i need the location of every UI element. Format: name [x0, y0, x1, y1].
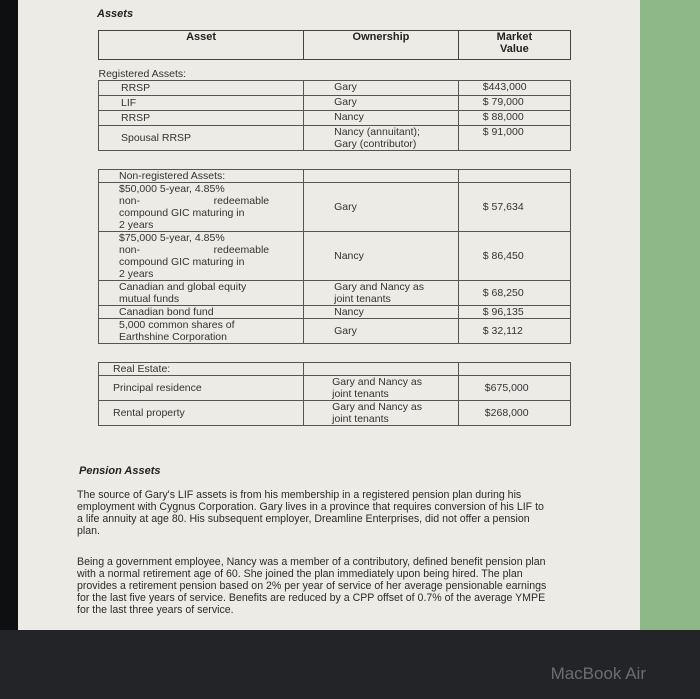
header-asset: Asset — [99, 31, 304, 60]
pension-heading: Pension Assets — [79, 465, 161, 477]
table-row — [99, 306, 571, 319]
pension-paragraph-nancy — [77, 556, 622, 616]
paragraph-line: plan. — [77, 525, 100, 537]
asset-cell — [99, 281, 304, 306]
pension-paragraph-gary — [77, 489, 622, 537]
asset-cell: Canadian bond fund — [99, 306, 304, 319]
owner-line: Gary and Nancy as — [332, 401, 423, 413]
value-cell: $ 68,250 — [458, 281, 570, 306]
table-row — [99, 281, 571, 306]
asset-line — [119, 195, 303, 207]
owner-cell: Gary — [304, 96, 459, 111]
header-market-value — [458, 31, 570, 60]
asset-cell — [99, 183, 304, 232]
owner-line: Gary and Nancy as — [334, 281, 425, 293]
asset-cell: Spousal RRSP — [99, 126, 304, 151]
value-cell: $ 96,135 — [458, 306, 570, 319]
paragraph-line: for the last five years of service. Benefits are reduced by a CPP offset of 0.7% of the average YMPE — [77, 592, 546, 604]
asset-cell — [99, 232, 304, 281]
asset-cell: RRSP — [99, 81, 304, 96]
owner-cell — [304, 401, 459, 426]
owner-line: Nancy (annuitant); — [334, 126, 420, 138]
registered-label-row — [99, 68, 571, 81]
owner-line: joint tenants — [332, 413, 389, 425]
paragraph-line: with a normal retirement age of 60. She joined the plan immediately upon being hired. The plan — [77, 568, 523, 580]
nonregistered-label: Non-registered Assets: — [119, 170, 226, 182]
value-cell: $675,000 — [458, 376, 570, 401]
background-edge — [638, 0, 700, 630]
paragraph-line: a life annuity at age 80. His subsequent employer, Dreamline Enterprises, did not offer a pension — [77, 513, 530, 525]
table-row — [99, 111, 571, 126]
table-row — [99, 183, 571, 232]
asset-cell: LIF — [99, 96, 304, 111]
asset-line: 5,000 common shares of — [119, 319, 235, 331]
asset-fragment: non- — [119, 195, 141, 207]
asset-line: compound GIC maturing in — [119, 207, 245, 219]
assets-heading: Assets — [97, 8, 134, 20]
realestate-label-row — [99, 363, 571, 376]
value-cell: $ 79,000 — [458, 96, 570, 111]
paragraph-line: provides a retirement pension based on 2% per year of service of her average pensionable earnings — [77, 580, 547, 592]
asset-cell: Principal residence — [99, 376, 304, 401]
table-row — [99, 126, 571, 151]
owner-cell: Gary — [304, 319, 459, 344]
asset-line: $50,000 5-year, 4.85% — [119, 183, 225, 195]
laptop-brand-label: MacBook Air — [550, 664, 646, 683]
asset-fragment: non- — [119, 244, 141, 256]
owner-cell: Nancy — [304, 111, 459, 126]
asset-fragment: redeemable — [213, 195, 270, 207]
owner-cell: Gary — [304, 81, 459, 96]
asset-line: compound GIC maturing in — [119, 256, 245, 268]
owner-cell: Gary — [304, 183, 459, 232]
table-row — [99, 232, 571, 281]
asset-line: Canadian and global equity — [119, 281, 247, 293]
registered-label: Registered Assets: — [98, 68, 187, 80]
owner-line: Gary and Nancy as — [332, 376, 423, 388]
table-row — [99, 376, 571, 401]
table-row — [99, 81, 571, 96]
paragraph-line: employment with Cygnus Corporation. Gary lives in a province that requires conversion of his LIF to — [77, 501, 544, 513]
owner-cell — [304, 376, 459, 401]
owner-line: Gary (contributor) — [334, 138, 417, 150]
owner-cell — [304, 126, 459, 151]
table-row — [99, 319, 571, 344]
asset-fragment: redeemable — [213, 244, 270, 256]
table-row — [99, 401, 571, 426]
value-cell: $ 86,450 — [458, 232, 570, 281]
asset-cell: RRSP — [99, 111, 304, 126]
header-market: Market — [496, 31, 533, 43]
value-cell: $268,000 — [458, 401, 570, 426]
value-cell: $443,000 — [458, 81, 570, 96]
owner-line: joint tenants — [334, 293, 391, 305]
owner-cell: Nancy — [304, 306, 459, 319]
table-header-row — [99, 31, 571, 60]
realestate-label: Real Estate: — [113, 363, 171, 375]
value-cell: $ 91,000 — [458, 126, 570, 151]
nonregistered-label-row — [99, 170, 571, 183]
asset-line: mutual funds — [119, 293, 180, 305]
owner-cell: Nancy — [304, 232, 459, 281]
asset-cell — [99, 319, 304, 344]
owner-line: joint tenants — [332, 388, 389, 400]
header-ownership: Ownership — [304, 31, 459, 60]
value-cell: $ 32,112 — [458, 319, 570, 344]
owner-cell — [304, 281, 459, 306]
asset-line: Earthshine Corporation — [119, 331, 227, 343]
value-cell: $ 57,634 — [458, 183, 570, 232]
paragraph-line: Being a government employee, Nancy was a member of a contributory, defined benefit pension plan — [77, 556, 546, 568]
value-cell: $ 88,000 — [458, 111, 570, 126]
asset-line: $75,000 5-year, 4.85% — [119, 232, 225, 244]
assets-table — [98, 30, 571, 426]
header-value: Value — [500, 43, 529, 55]
paragraph-line: for the last three years of service. — [77, 604, 234, 616]
asset-cell: Rental property — [99, 401, 304, 426]
asset-line: 2 years — [119, 268, 154, 280]
table-row — [99, 96, 571, 111]
paragraph-line: The source of Gary's LIF assets is from his membership in a registered pension plan during his — [77, 489, 522, 501]
asset-line: 2 years — [119, 219, 154, 231]
asset-line — [119, 244, 303, 256]
